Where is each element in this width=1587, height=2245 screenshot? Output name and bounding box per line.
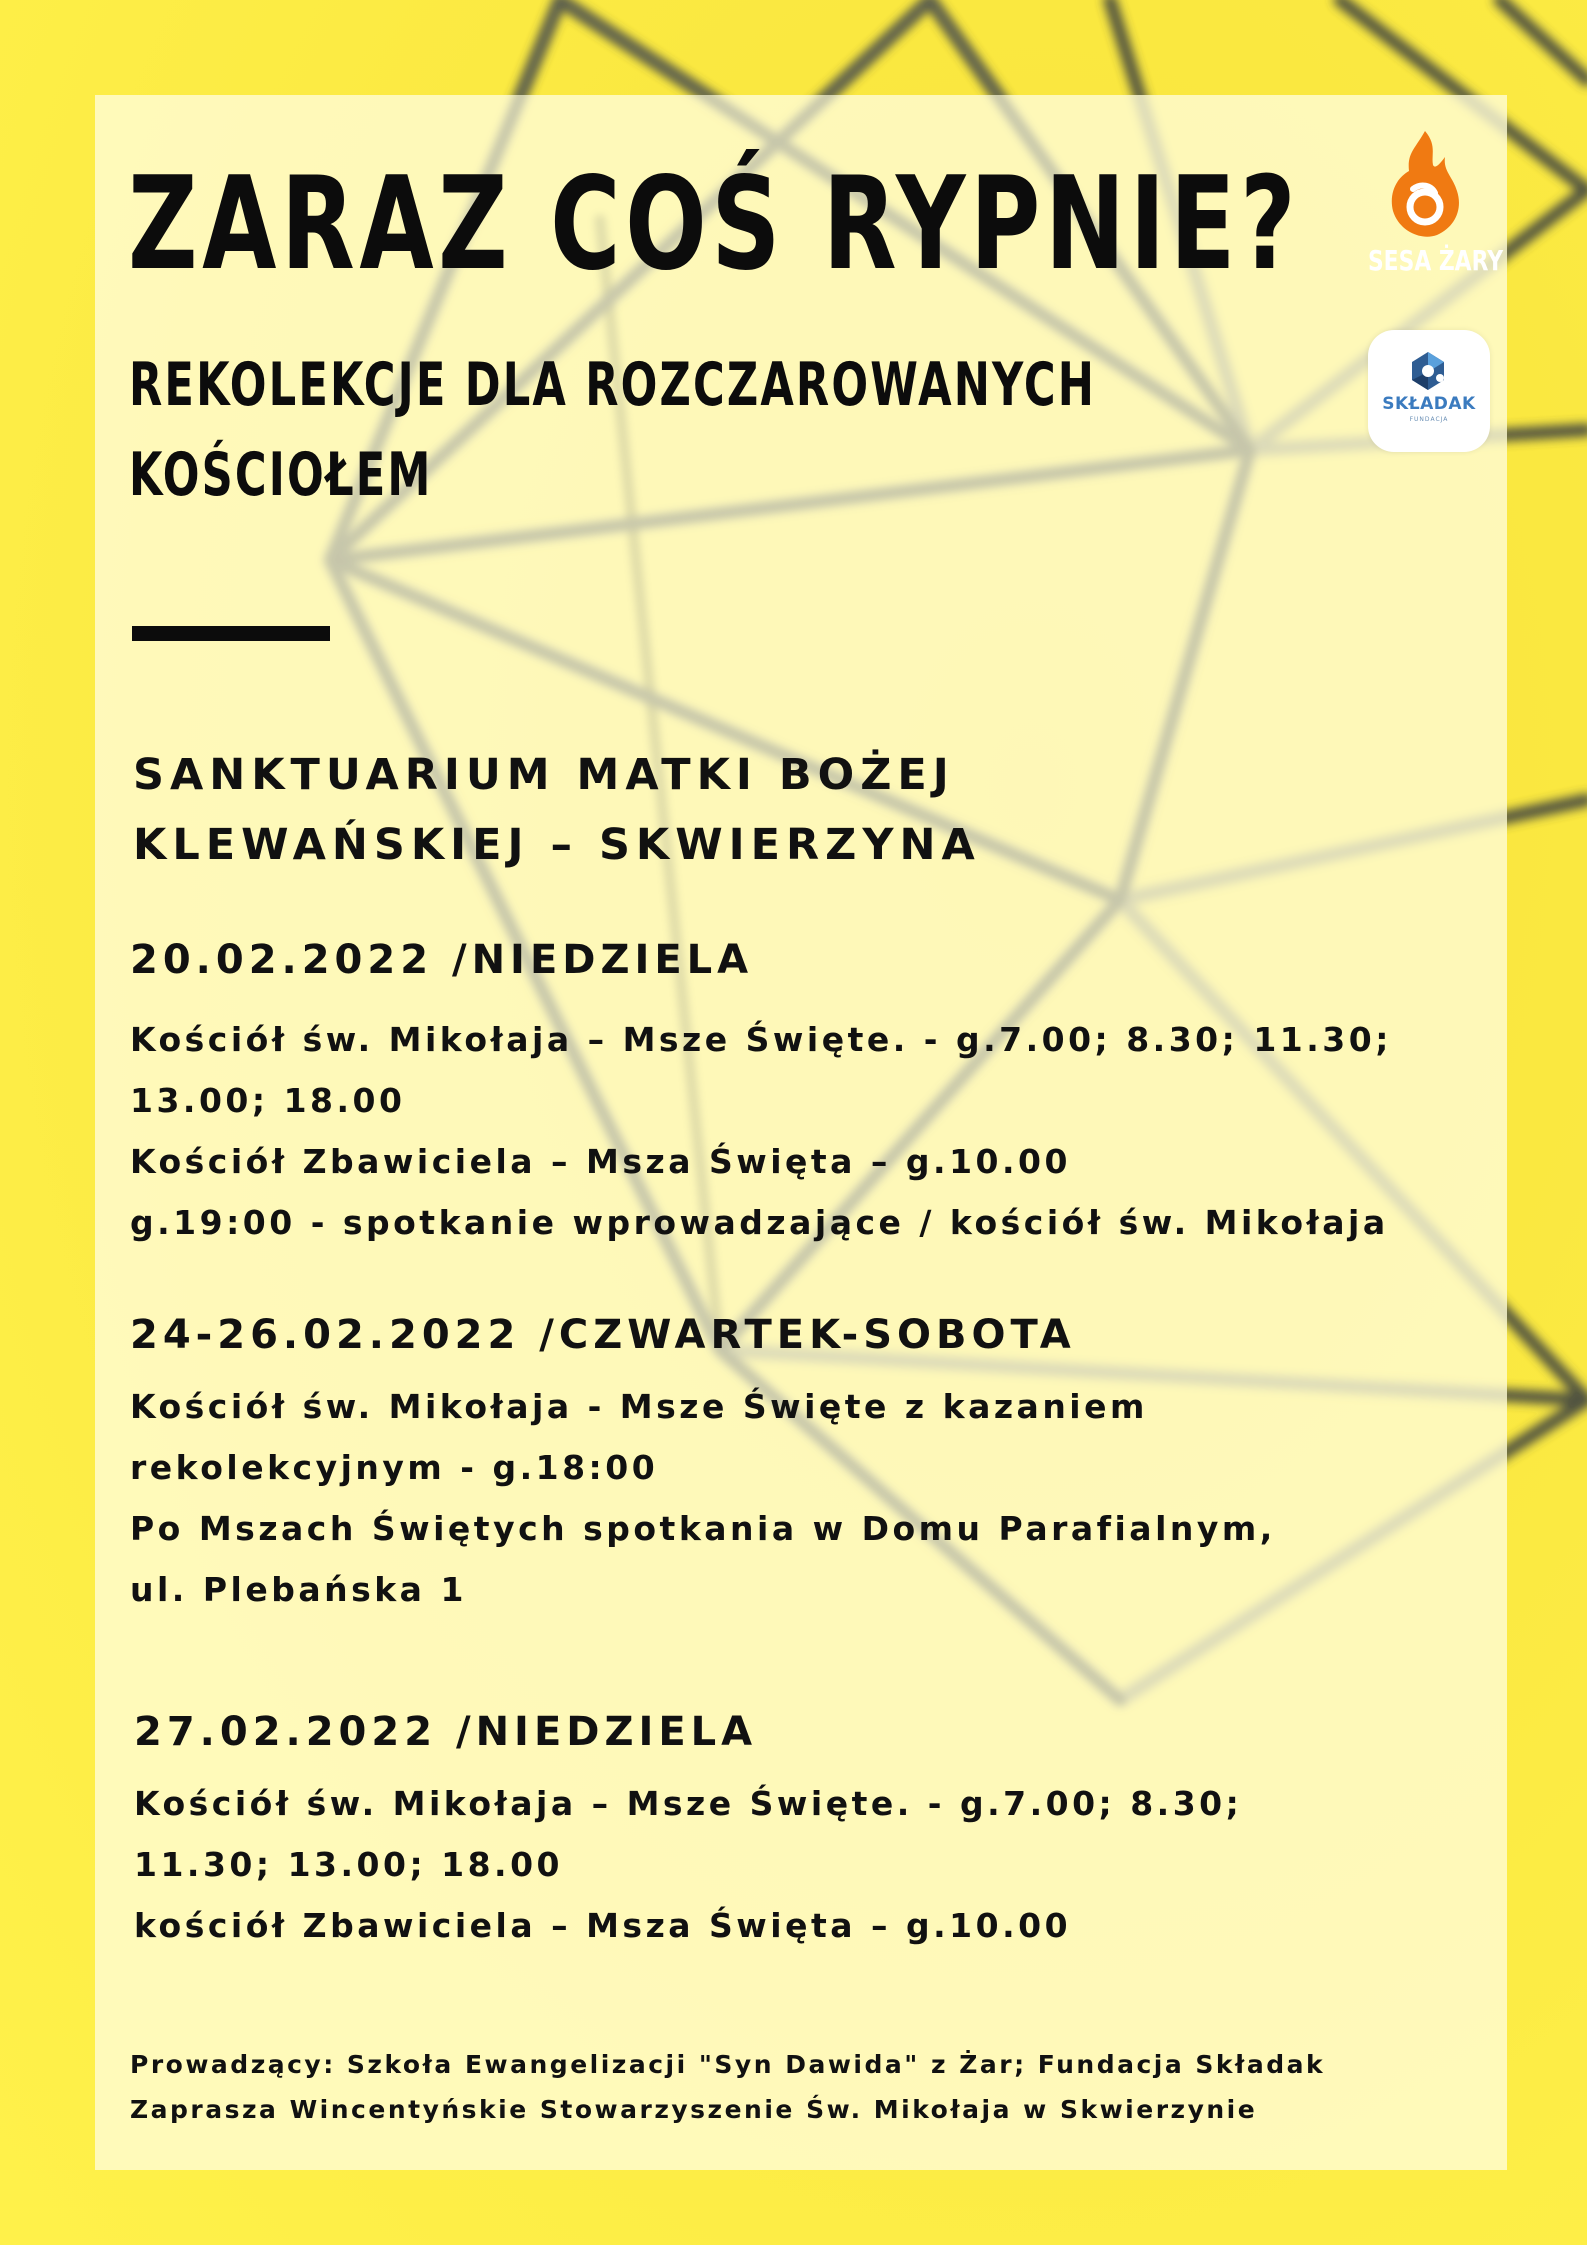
subtitle-line: REKOLEKCJE DLA ROZCZAROWANYCH [129,350,1097,420]
schedule-line: Kościół Zbawiciela – Msza Święta – g.10.00 [130,1142,1071,1181]
schedule-line: 11.30; 13.00; 18.00 [134,1845,564,1884]
puzzle-icon [1404,348,1454,394]
schedule-details-2 [130,1376,1276,1620]
schedule-details-1 [130,1009,1392,1253]
schedule-line: g.19:00 - spotkanie wprowadzające / kościół św. Mikołaja [130,1203,1389,1242]
flame-icon [1385,127,1465,242]
schedule-line: ul. Plebańska 1 [130,1570,467,1609]
poster-subtitle [129,340,1096,520]
venue-line: SANKTUARIUM MATKI BOŻEJ [133,750,955,800]
footer-credits [130,2042,1325,2132]
schedule-date-3: 27.02.2022 /NIEDZIELA [134,1709,758,1755]
sesa-logo-text: SESA ŻARY [1367,244,1504,277]
title-divider [132,626,330,641]
schedule-line: Po Mszach Świętych spotkania w Domu Parafialnym, [130,1509,1276,1548]
schedule-details-3 [134,1773,1242,1956]
subtitle-line: KOŚCIOŁEM [129,440,433,510]
schedule-line: kościół Zbawiciela – Msza Święta – g.10.00 [134,1906,1072,1945]
footer-line: Zaprasza Wincentyńskie Stowarzyszenie Św. Mikołaja w Skwierzynie [130,2095,1258,2124]
poster-title: ZARAZ COŚ RYPNIE? [128,150,1301,299]
sesa-zary-logo [1352,127,1504,287]
schedule-line: Kościół św. Mikołaja – Msze Święte. - g.7.00; 8.30; 11.30; [130,1020,1392,1059]
skladak-logo [1368,330,1490,452]
skladak-logo-subtext: FUNDACJA [1409,416,1449,423]
schedule-line: 13.00; 18.00 [130,1081,406,1120]
schedule-date-1: 20.02.2022 /NIEDZIELA [130,937,754,983]
schedule-line: Kościół św. Mikołaja – Msze Święte. - g.7.00; 8.30; [134,1784,1243,1823]
schedule-line: rekolekcyjnym - g.18:00 [130,1448,659,1487]
venue-heading [133,740,981,880]
footer-line: Prowadzący: Szkoła Ewangelizacji "Syn Dawida" z Żar; Fundacja Składak [130,2050,1326,2079]
skladak-logo-text: SKŁADAK [1382,394,1476,414]
schedule-date-2: 24-26.02.2022 /CZWARTEK-SOBOTA [130,1312,1076,1358]
venue-line: KLEWAŃSKIEJ – SKWIERZYNA [133,820,981,870]
schedule-line: Kościół św. Mikołaja - Msze Święte z kazaniem [130,1387,1148,1426]
